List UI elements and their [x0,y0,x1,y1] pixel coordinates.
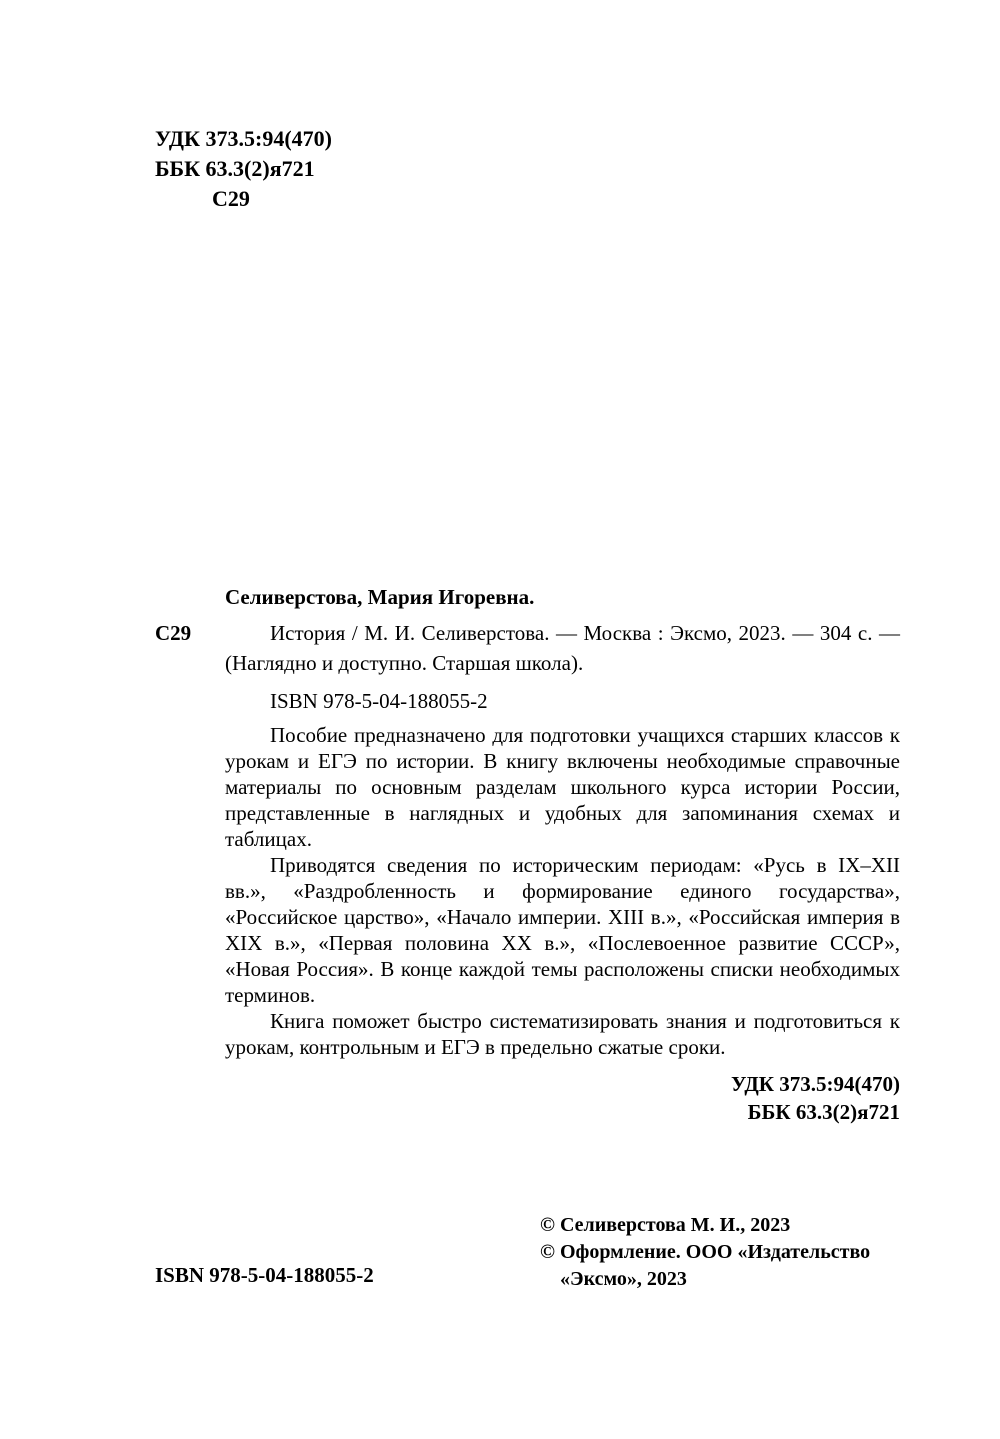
classification-block-top [155,124,332,214]
copyright-publisher-continuation: «Эксмо», 2023 [560,1268,687,1290]
udk-code-top: УДК 373.5:94(470) [155,126,332,151]
classification-block-bottom [225,1070,900,1126]
isbn-bottom: ISBN 978-5-04-188055-2 [155,1263,374,1287]
udk-code-bottom: УДК 373.5:94(470) [731,1072,900,1096]
main-text-column [155,582,900,1126]
annotation-paragraph-1: Пособие предназначено для подготовки учащихся старших классов к урокам и ЕГЭ по истории. В книгу включены необходимые справочные материалы по основным разделам школьного курса истории России, представленные в наглядных и удобных для запоминания схемах и таблицах. [225,723,900,851]
copyright-author-line: © Селиверстова М. И., 2023 [540,1214,791,1236]
bbk-code-bottom: ББК 63.3(2)я721 [747,1100,900,1124]
bbk-code-top: ББК 63.3(2)я721 [155,156,315,181]
catalog-description: История / М. И. Селиверстова. — Москва : Эксмо, 2023. — 304 с. — (Наглядно и доступно. Старшая школа). [225,621,900,675]
catalog-author: Селиверстова, Мария Игоревна. [225,585,535,609]
copyright-publisher-line: © Оформление. ООО «Издательство [540,1241,871,1263]
author-sign-top: С29 [212,186,250,211]
author-sign-margin: С29 [155,621,192,645]
copyright-block [540,1212,870,1293]
isbn-line: ISBN 978-5-04-188055-2 [270,689,488,713]
annotation-paragraph-3: Книга поможет быстро систематизировать знания и подготовиться к урокам, контрольным и ЕГЭ в предельно сжатые сроки. [225,1009,900,1059]
annotation-paragraph-2: Приводятся сведения по историческим периодам: «Русь в IX–XII вв.», «Раздробленность и формирование единого государства», «Российское царство», «Начало империи. XIII в.», «Российская империя в XIX в.», «Первая половина XX в.», «Послевоенное развитие СССР», «Новая Россия». В конце каждой темы расположены списки необходимых терминов. [225,853,900,1007]
catalog-entry [155,582,900,678]
